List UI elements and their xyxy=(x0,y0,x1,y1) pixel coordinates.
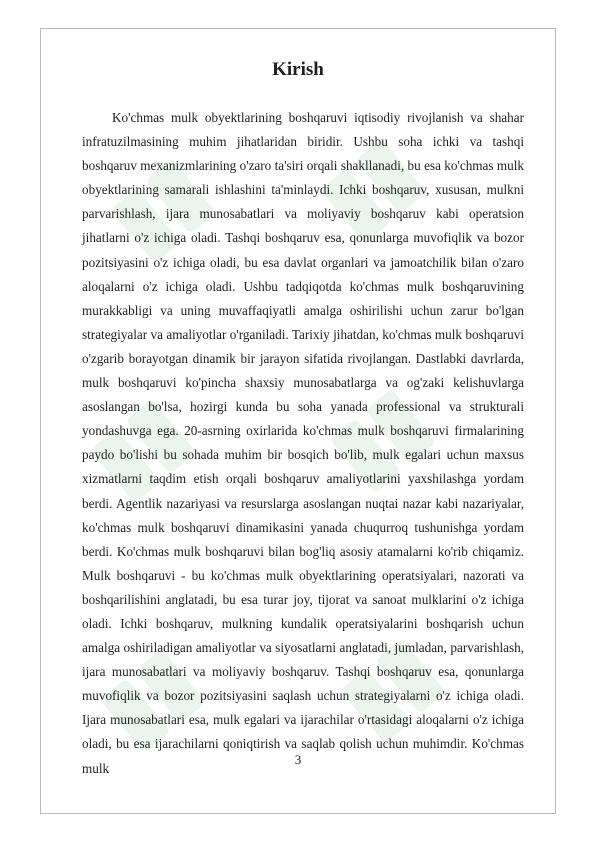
page-number: 3 xyxy=(294,752,302,767)
body-paragraph: Ko'chmas mulk obyektlarining boshqaruvi iqtisodiy rivojlanish va shahar infratuzilmasining muhim jihatlaridan biridir. Ushbu soha ichki va tashqi boshqaruv mexanizmlarining o'zaro ta'siri orqali shakllanadi, bu esa ko'chmas mulk obyektlarining samarali ishlashini ta'minlaydi. Ichki boshqaruv, xususan, mulkni parvarishlash, ijara munosabatlari va moliyaviy boshqaruv kabi operatsion jihatlarni o'z ichiga oladi. Tashqi boshqaruv esa, qonunlarga muvofiqlik va bozor pozitsiyasini o'z ichiga oladi, bu esa davlat organlari va jamoatchilik bilan o'zaro aloqalarni o'z ichiga oladi. Ushbu tadqiqotda ko'chmas mulk boshqaruvining murakkabligi va uning muvaffaqiyatli amalga oshirilishi uchun zarur bo'lgan strategiyalar va amaliyotlar o'rganiladi. Tarixiy jihatdan, ko'chmas mulk boshqaruvi o'zgarib borayotgan dinamik bir jarayon sifatida rivojlangan. Dastlabki davrlarda, mulk boshqaruvi ko'pincha shaxsiy munosabatlarga va og'zaki kelishuvlarga asoslangan bo'lsa, hozirgi kunda bu soha yanada professional va strukturali yondashuvga ega. 20-asrning oxirlarida ko'chmas mulk boshqaruvi firmalarining paydo bo'lishi bu sohada muhim bir bosqich bo'lib, mulk egalari uchun maxsus xizmatlarni taqdim etish orqali boshqaruv amaliyotlarini yaxshilashga yordam berdi. Agentlik nazariyasi va resurslarga asoslangan nuqtai nazar kabi nazariyalar, ko'chmas mulk boshqaruvi dinamikasini yanada chuqurroq tushunishga yordam berdi. Ko'chmas mulk boshqaruvi bilan bog'liq asosiy atamalarni ko'rib chiqamiz. Mulk boshqaruvi - bu ko'chmas mulk obyektlarining operatsiyalari, nazorati va boshqarilishini anglatadi, bu esa turar joy, tijorat va sanoat mulklarini o'z ichiga oladi. Ichki boshqaruv, mulkning kundalik operatsiyalarini boshqarish uchun amalga oshiriladigan amaliyotlar va siyosatlarni anglatadi, jumladan, parvarishlash, ijara munosabatlari va moliyaviy boshqaruv. Tashqi boshqaruv esa, qonunlarga muvofiqlik va bozor pozitsiyasini saqlash uchun strategiyalarni o'z ichiga oladi. Ijara munosabatlari esa, mulk egalari va ijarachilar o'rtasidagi aloqalarni o'z ichiga oladi, bu esa ijarachilarni qoniqtirish va saqlab qolish uchun muhimdir. Ko'chmas mulk xyxy=(82,110,524,776)
page-title: Kirish xyxy=(272,59,324,80)
